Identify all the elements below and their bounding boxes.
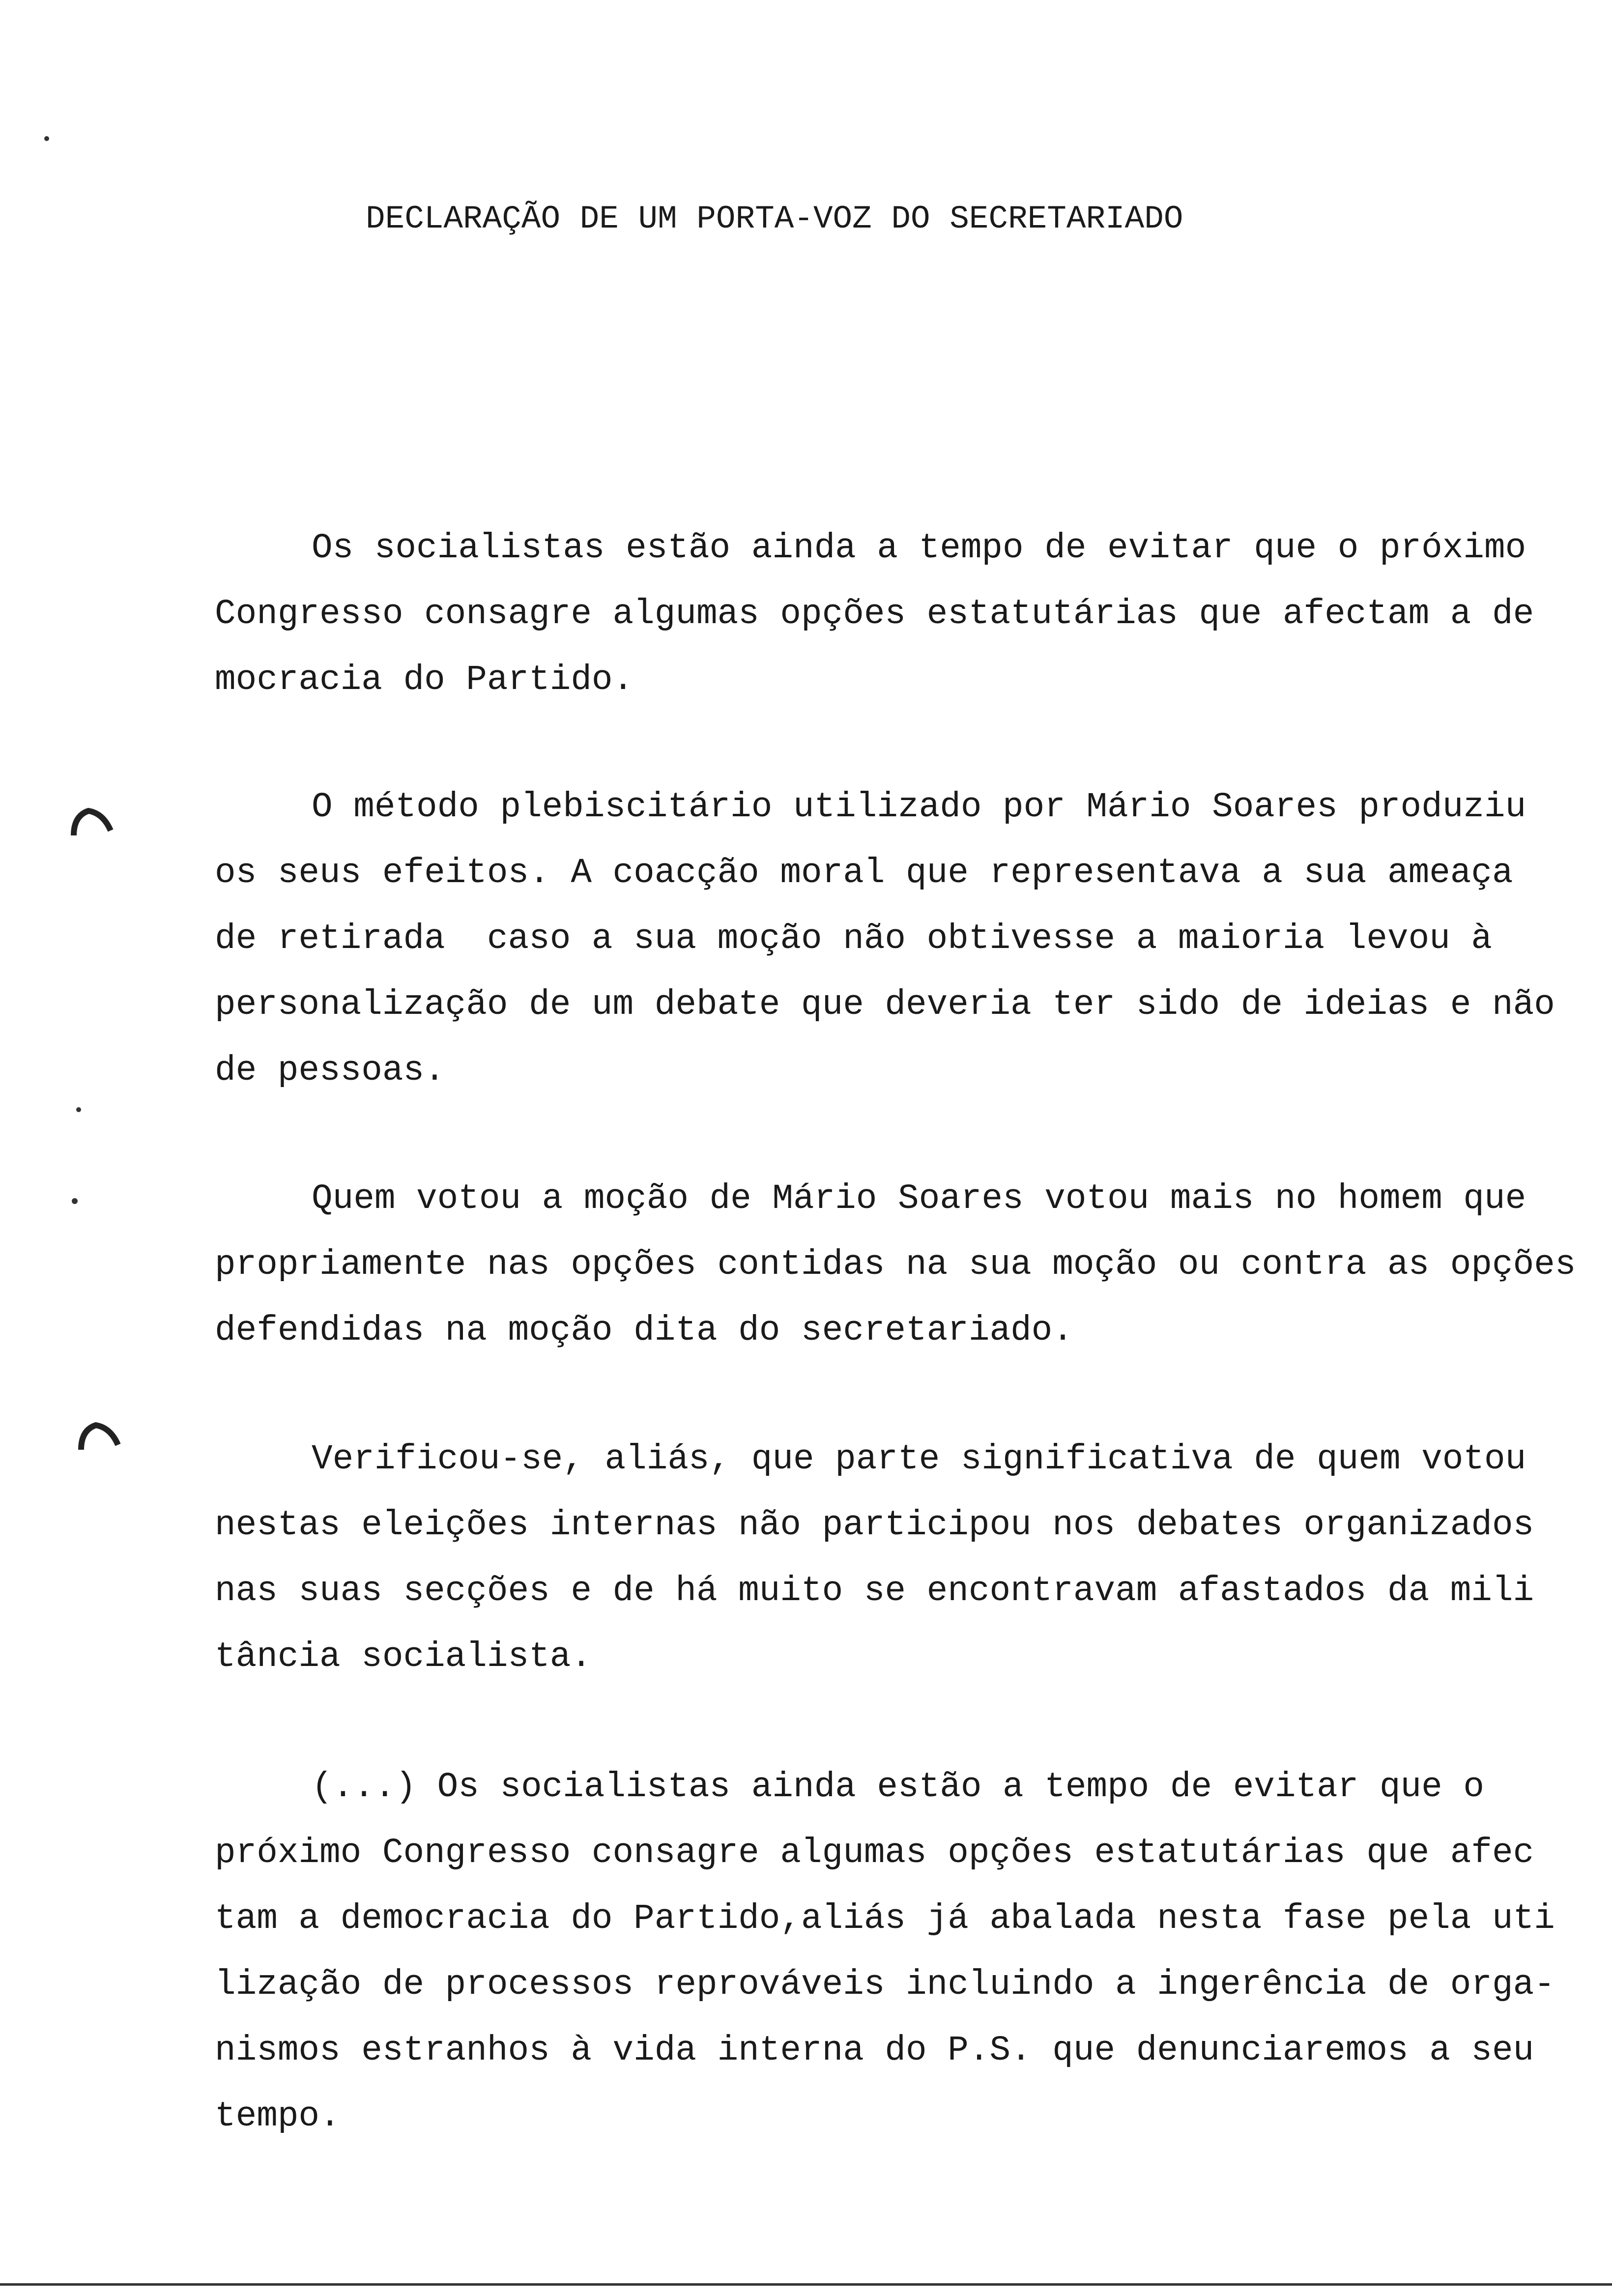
text-line: (...) Os socialistas ainda estão a tempo de evitar que o [312, 1768, 1484, 1807]
paragraph-2 [215, 775, 1555, 1104]
bottom-rule [0, 2283, 1612, 2286]
text-line: Os socialistas estão ainda a tempo de evitar que o próximo [312, 529, 1526, 568]
scan-dot [76, 1107, 81, 1112]
scan-dot [72, 1198, 78, 1204]
text-line: nismos estranhos à vida interna do P.S. que denunciaremos a seu [215, 2031, 1534, 2070]
text-line: tempo. [215, 2097, 341, 2136]
scan-dot [44, 136, 49, 141]
paragraph-3 [215, 1166, 1576, 1364]
paragraph-1 [215, 516, 1542, 713]
text-line: Congresso consagre algumas opções estatutárias que afectam a de [215, 595, 1534, 634]
text-line: mocracia do Partido. [215, 660, 634, 700]
text-line: nas suas secções e de há muito se encontravam afastados da mili [215, 1572, 1534, 1611]
punch-hole-mark-bottom [81, 1425, 118, 1450]
text-line: os seus efeitos. A coacção moral que representava a sua ameaça [215, 854, 1513, 893]
text-line: tância socialista. [215, 1637, 592, 1677]
text-line: Quem votou a moção de Mário Soares votou mais no homem que [312, 1179, 1526, 1219]
text-line: propriamente nas opções contidas na sua moção ou contra as opções [215, 1245, 1576, 1285]
text-line: Verificou-se, aliás, que parte significativa de quem votou [312, 1440, 1526, 1479]
punch-hole-mark-top [74, 811, 111, 835]
text-line: O método plebiscitário utilizado por Mário Soares produziu [312, 788, 1526, 827]
document-title: DECLARAÇÃO DE UM PORTA-VOZ DO SECRETARIADO [366, 201, 1183, 237]
text-line: próximo Congresso consagre algumas opções estatutárias que afec [215, 1834, 1534, 1873]
paragraph-4 [215, 1427, 1542, 1690]
paragraph-5 [215, 1754, 1555, 2150]
text-line: defendidas na moção dita do secretariado. [215, 1311, 1073, 1350]
text-line: personalização de um debate que deveria ter sido de ideias e não [215, 985, 1555, 1025]
text-line: nestas eleições internas não participou nos debates organizados [215, 1506, 1534, 1545]
text-line: lização de processos reprováveis incluindo a ingerência de orga- [215, 1965, 1555, 2005]
text-line: de pessoas. [215, 1051, 445, 1091]
text-line: de retirada caso a sua moção não obtivesse a maioria levou à [215, 919, 1493, 959]
text-line: tam a democracia do Partido,aliás já abalada nesta fase pela uti [215, 1899, 1555, 1939]
